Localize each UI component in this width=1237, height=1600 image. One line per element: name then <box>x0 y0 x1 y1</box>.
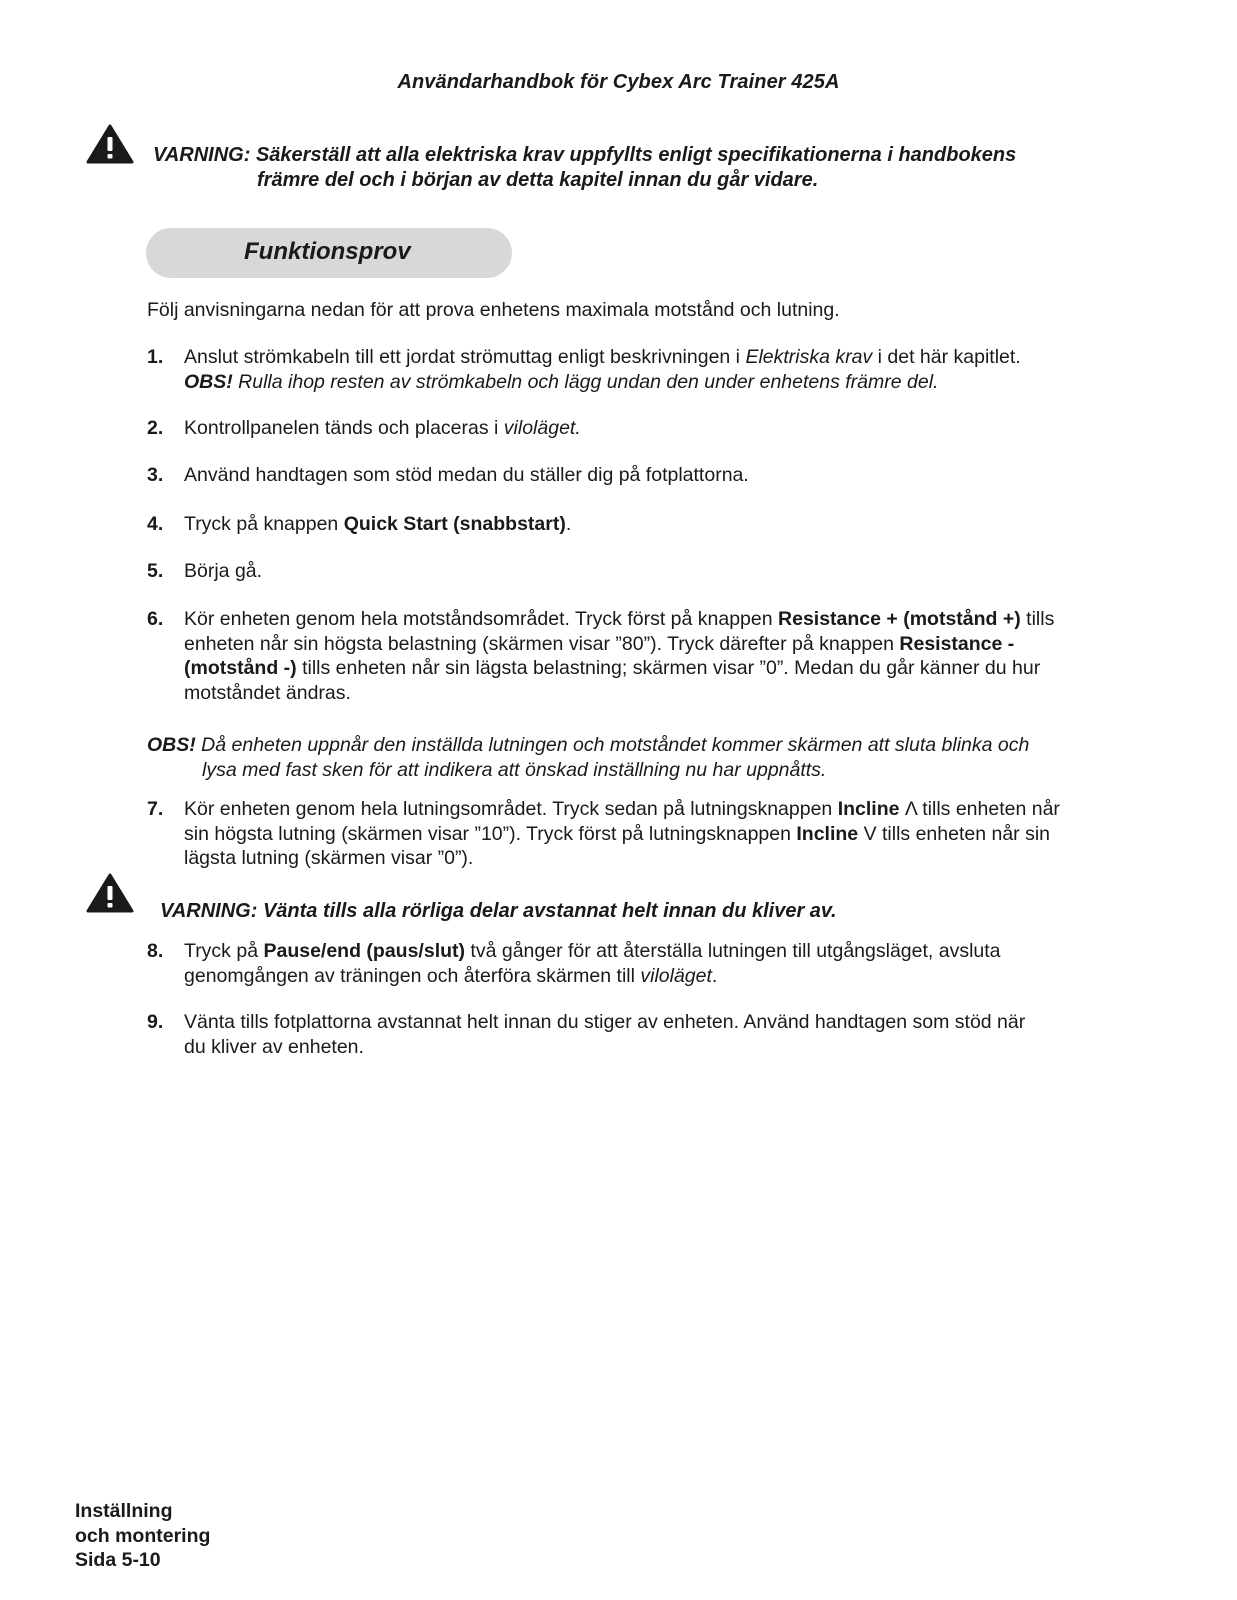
warning-triangle-icon <box>86 873 134 913</box>
step-text: Λ tills enheten når sin högsta lutning (skärmen visar ”10”). Tryck först på lutningsknappen <box>184 798 1060 845</box>
obs-note <box>147 733 1087 782</box>
step-number: 6. <box>147 608 164 630</box>
intro-paragraph: Följ anvisningarna nedan för att prova enhetens maximala motstånd och lutning. <box>147 299 840 321</box>
step-text: Kontrollpanelen tänds och placeras i <box>184 417 504 439</box>
step-5 <box>147 559 1087 584</box>
warning-top-line1: VARNING: Säkerställ att alla elektriska krav uppfyllts enligt specifikationerna i handbokens <box>153 144 1017 166</box>
obs-text: Rulla ihop resten av strömkabeln och lägg undan den under enhetens främre del. <box>232 370 939 393</box>
warning-triangle-icon <box>86 124 134 164</box>
step-text-italic: viloläget. <box>503 417 581 439</box>
section-heading <box>146 228 512 278</box>
step-1 <box>147 345 1087 394</box>
step-9 <box>147 1010 1047 1059</box>
obs-note-line1: Då enheten uppnår den inställda lutningen och motståndet kommer skärmen att sluta blinka och <box>195 734 1030 756</box>
footer-section-line2: och montering <box>75 1524 211 1547</box>
section-title: Funktionsprov <box>244 238 411 265</box>
step-3 <box>147 463 1087 488</box>
step-text: V tills enheten når sin lägsta lutning (skärmen visar ”0”). <box>184 822 1051 869</box>
step-text: Kör enheten genom hela lutningsområdet. Tryck sedan på lutningsknappen <box>184 798 838 820</box>
footer-section-line1: Inställning <box>75 1500 173 1522</box>
step-2 <box>147 416 1087 441</box>
step-text: i det här kapitlet. <box>872 346 1021 368</box>
step-text: Anslut strömkabeln till ett jordat strömuttag enligt beskrivningen i <box>184 346 746 368</box>
step-number: 2. <box>147 417 164 439</box>
button-name: Quick Start (snabbstart) <box>343 513 566 535</box>
button-name: Pause/end (paus/slut) <box>263 940 466 962</box>
step-number: 1. <box>147 346 164 368</box>
obs-label: OBS! <box>147 734 196 756</box>
step-text: tills enheten når sin högsta belastning (skärmen visar ”80”). Tryck därefter på knappen <box>184 608 1055 655</box>
step-number: 8. <box>147 940 164 962</box>
step-7 <box>147 797 1067 871</box>
footer-page-number: Sida 5-10 <box>75 1549 161 1571</box>
step-8 <box>147 939 1047 988</box>
warning-top <box>153 143 1073 193</box>
obs-label: OBS! <box>184 370 233 393</box>
button-name: Resistance + (motstånd +) <box>778 608 1021 630</box>
step-text: Börja gå. <box>184 560 263 582</box>
step-text: två gånger för att återställa lutningen till utgångsläget, avsluta genomgången av träningen och återföra skärmen till <box>184 940 1001 987</box>
step-number: 5. <box>147 560 164 582</box>
step-number: 9. <box>147 1011 164 1033</box>
page-header-title: Användarhandbok för Cybex Arc Trainer 425A <box>397 71 840 93</box>
step-text-italic: viloläget <box>640 964 712 987</box>
step-number: 4. <box>147 513 164 535</box>
page-footer <box>75 1499 375 1573</box>
step-4 <box>147 512 1087 537</box>
step-number: 7. <box>147 798 164 820</box>
obs-note-line2: lysa med fast sken för att indikera att önskad inställning nu har uppnåtts. <box>202 758 827 781</box>
step-text: tills enheten når sin lägsta belastning; skärmen visar ”0”. Medan du går känner du hur motståndet ändras. <box>184 657 1041 704</box>
step-text-italic: Elektriska krav <box>745 346 873 368</box>
step-6 <box>147 607 1067 705</box>
button-name: Resistance - (motstånd -) <box>184 632 1015 679</box>
step-text: . <box>711 964 718 987</box>
step-number: 3. <box>147 464 164 486</box>
step-text: Kör enheten genom hela motståndsområdet. Tryck först på knappen <box>184 608 779 630</box>
step-text: Använd handtagen som stöd medan du ställer dig på fotplattorna. <box>184 464 749 486</box>
warning-bottom: VARNING: Vänta tills alla rörliga delar avstannat helt innan du kliver av. <box>160 900 837 922</box>
button-name: Incline <box>837 798 900 820</box>
step-text: . <box>565 513 572 535</box>
warning-top-line2: främre del och i början av detta kapitel innan du går vidare. <box>257 169 819 191</box>
step-text: Tryck på <box>184 940 264 962</box>
step-text: Tryck på knappen <box>184 513 344 535</box>
button-name: Incline <box>796 822 859 845</box>
step-text: Vänta tills fotplattorna avstannat helt innan du stiger av enheten. Använd handtagen som stöd när du kliver av enheten. <box>184 1011 1026 1058</box>
